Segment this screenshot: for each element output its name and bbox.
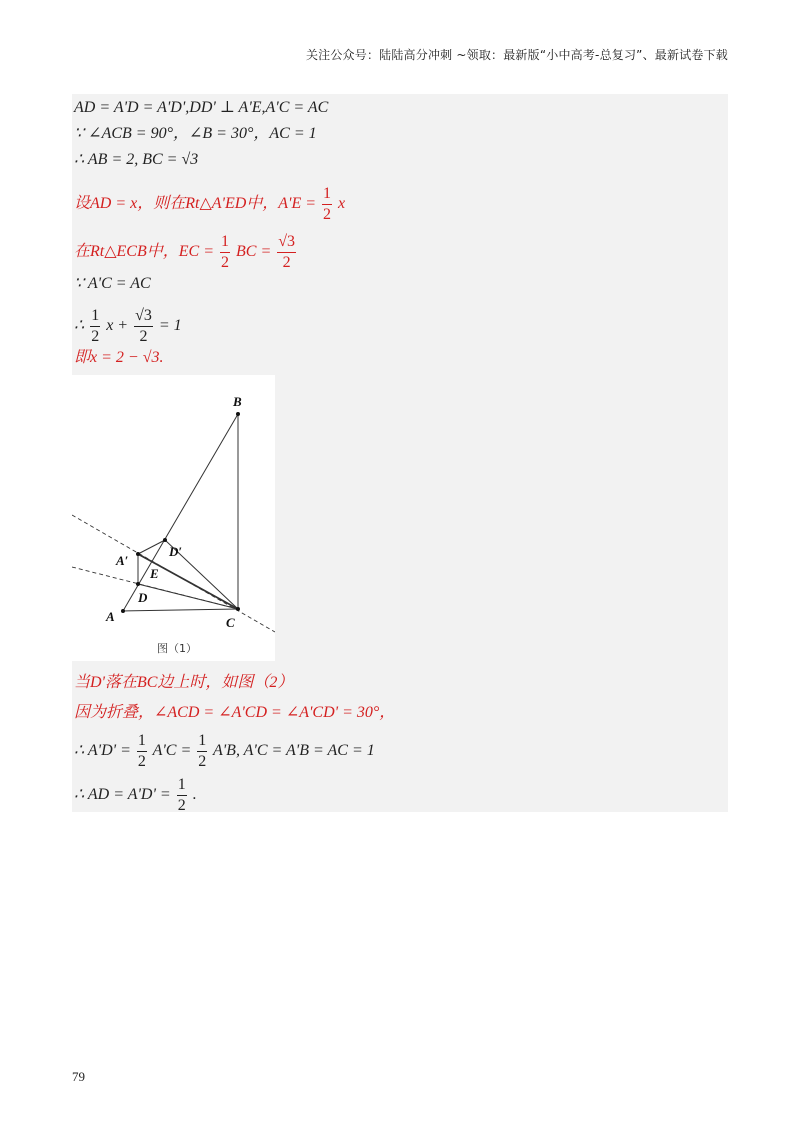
numerator: 1	[220, 234, 230, 253]
label-A-prime: A′	[116, 553, 129, 568]
fraction	[137, 733, 147, 770]
segment-A-prime-D-prime	[138, 540, 165, 554]
denominator: 2	[198, 753, 207, 770]
point-D-prime	[163, 538, 167, 542]
line-6: ∵ A'C = AC	[74, 275, 151, 292]
fraction	[134, 308, 153, 345]
line-11-prefix: ∴ A'D' =	[74, 742, 131, 760]
fraction	[277, 234, 296, 271]
numerator: √3	[277, 234, 296, 253]
line-4	[74, 186, 345, 223]
line-9: 当D'落在BC边上时，如图（2）	[74, 674, 294, 691]
line-12	[74, 777, 197, 814]
numerator: √3	[134, 308, 153, 327]
denominator: 2	[177, 797, 186, 814]
line-5	[74, 234, 298, 271]
line-5-prefix: 在Rt△ECB中，EC =	[74, 243, 214, 261]
fraction	[90, 308, 100, 345]
numerator: 1	[90, 308, 100, 327]
denominator: 2	[91, 328, 100, 345]
line-1: AD = A'D = A'D',DD' ⊥ A'E,A'C = AC	[74, 99, 329, 116]
line-12-prefix: ∴ AD = A'D' =	[74, 786, 171, 804]
line-11-suffix: A'B, A'C = A'B = AC = 1	[212, 742, 375, 760]
label-C: C	[226, 615, 235, 630]
page-header: 关注公众号：陆陆高分冲刺 ~领取：最新版“小中高考-总复习”、最新试卷下载	[305, 48, 728, 62]
denominator: 2	[221, 254, 229, 271]
label-B: B	[233, 394, 242, 409]
line-7-suffix: = 1	[158, 317, 182, 335]
figure-svg	[72, 375, 275, 661]
segment-AB	[123, 414, 238, 611]
line-4-suffix: x	[338, 195, 346, 213]
fraction	[177, 777, 187, 814]
point-B	[236, 412, 240, 416]
fraction	[322, 186, 332, 223]
numerator: 1	[197, 733, 207, 752]
page-number: 79	[72, 1069, 85, 1084]
point-D	[136, 582, 140, 586]
line-10: 因为折叠，∠ACD = ∠A'CD = ∠A'CD' = 30°，	[74, 704, 396, 721]
line-3: ∴ AB = 2, BC = √3	[74, 151, 199, 168]
label-A: A	[106, 609, 115, 624]
numerator: 1	[177, 777, 187, 796]
point-A	[121, 609, 125, 613]
point-A-prime	[136, 552, 140, 556]
fraction	[220, 234, 230, 271]
line-8: 即x = 2 − √3.	[74, 349, 164, 366]
figure-caption: 图（1）	[157, 642, 197, 655]
line-7-prefix: ∴	[74, 317, 85, 335]
label-D: D	[138, 590, 148, 605]
line-7-mid: x +	[106, 317, 129, 335]
label-D-prime: D′	[169, 544, 183, 559]
line-5-mid: BC =	[236, 243, 272, 261]
line-4-prefix: 设AD = x，则在Rt△A'ED中，A'E =	[74, 195, 317, 213]
line-2: ∵ ∠ACB = 90°，∠B = 30°，AC = 1	[74, 125, 317, 142]
line-11-mid: A'C =	[152, 742, 192, 760]
point-C	[236, 607, 240, 611]
numerator: 1	[322, 186, 332, 205]
denominator: 2	[282, 254, 291, 271]
line-12-suffix: .	[192, 786, 197, 804]
line-11	[74, 733, 375, 770]
denominator: 2	[137, 753, 146, 770]
numerator: 1	[137, 733, 147, 752]
fraction	[197, 733, 207, 770]
denominator: 2	[139, 328, 148, 345]
segment-AC	[123, 609, 238, 611]
denominator: 2	[323, 206, 332, 223]
line-7	[74, 308, 182, 345]
geometry-figure	[72, 375, 275, 661]
label-E: E	[150, 566, 159, 581]
segment-DC	[138, 584, 238, 609]
